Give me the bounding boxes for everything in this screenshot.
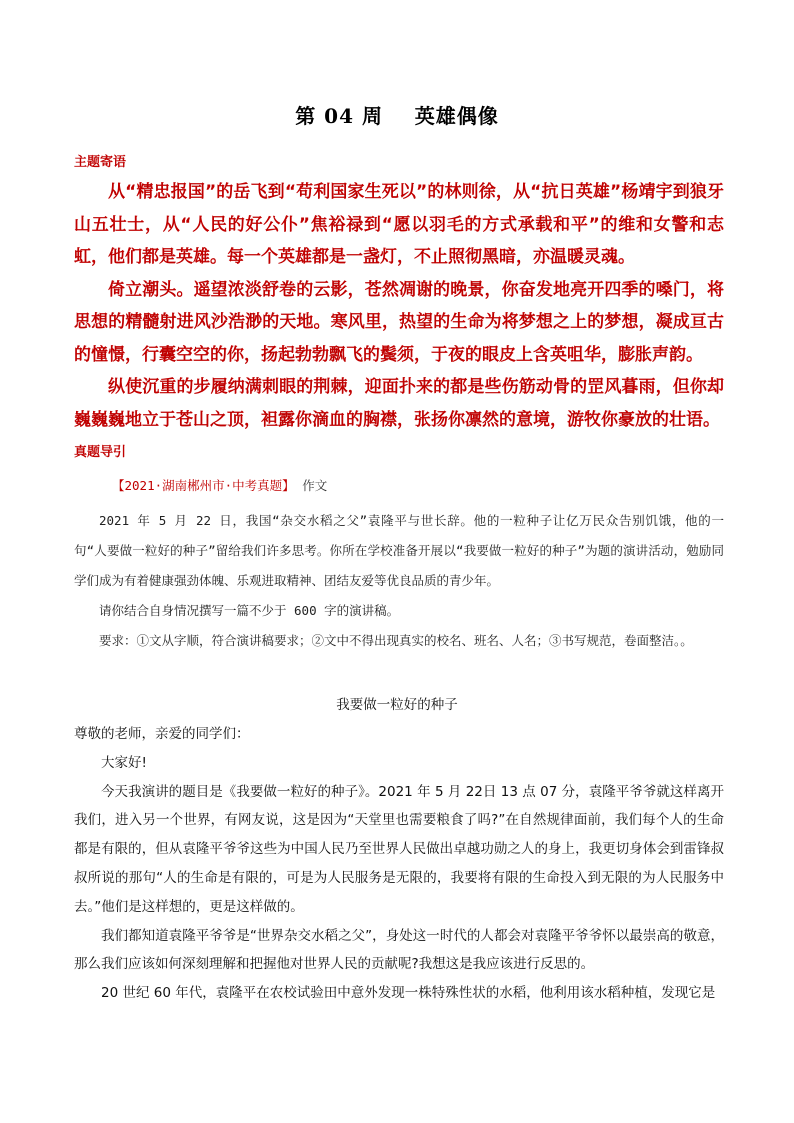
exam-source-type: 作文 xyxy=(302,478,328,493)
theme-paragraph: 从“精忠报国”的岳飞到“苟利国家生死以”的林则徐，从“抗日英雄”杨靖宇到狼牙山五壮士，从“人民的好公仆”焦裕禄到“愿以羽毛的方式承载和平”的维和女警和志虹，他们都是英雄。每一个英雄都是一盏灯，不止照彻黑暗，亦温暖灵魂。 xyxy=(74,182,724,267)
prompt-paragraph: 2021 年 5 月 22 日，我国“杂交水稻之父”袁隆平与世长辞。他的一粒种子让亿万民众告别饥饿，他的一句“人要做一粒好的种子”留给我们许多思考。你所在学校准备开展以“我要做一粒好的种子”为题的演讲活动，勉励同学们成为有着健康强劲体魄、乐观进取精神、团结友爱等优良品质的青少年。 xyxy=(74,513,724,588)
essay-body xyxy=(74,720,724,1008)
exam-source-tag: 【2021·湖南郴州市·中考真题】 xyxy=(112,478,295,493)
essay-paragraph: 今天我演讲的题目是《我要做一粒好的种子》。2021 年 5 月 22日 13 点 07 分，袁隆平爷爷就这样离开我们，进入另一个世界，有网友说，这是因为“天堂里也需要粮食了吗?”在自然规律面前，我们每个人的生命都是有限的，但从袁隆平爷爷这些为中国人民乃至世界人民做出卓越功勋之人的身上，我更切身体会到雷锋叔叔所说的那句“人的生命是有限的，可是为人民服务是无限的，我要将有限的生命投入到无限的为人民服务中去。”他们是这样想的，更是这样做的。 xyxy=(74,783,724,915)
exam-source xyxy=(112,476,327,494)
theme-paragraph: 倚立潮头。遥望浓淡舒卷的云影，苍然凋谢的晚景，你奋发地亮开四季的嗓门，将思想的精髓射进风沙浩渺的天地。寒风里，热望的生命为将梦想之上的梦想，凝成亘古的憧憬，行囊空空的你，扬起勃勃飘飞的鬓须，于夜的眼皮上含英咀华，膨胀声韵。 xyxy=(74,279,724,365)
theme-paragraph: 纵使沉重的步履纳满刺眼的荆棘，迎面扑来的都是些伤筋动骨的罡风暮雨，但你却巍巍巍地立于苍山之顶，袒露你滴血的胸襟，张扬你凛然的意境，游牧你豪放的壮语。 xyxy=(74,377,724,430)
essay-title: 我要做一粒好的种子 xyxy=(336,697,458,713)
essay-paragraph: 我们都知道袁隆平爷爷是“世界杂交水稻之父”，身处这一时代的人都会对袁隆平爷爷怀以最崇高的敬意，那么我们应该如何深刻理解和把握他对世界人民的贡献呢?我想这是我应该进行反思的。 xyxy=(74,927,724,973)
theme-message xyxy=(74,176,724,436)
essay-paragraph: 大家好! xyxy=(101,754,147,771)
exam-prompt xyxy=(74,506,724,656)
theme-section-label: 主题寄语 xyxy=(74,155,127,170)
essay-salutation: 尊敬的老师，亲爱的同学们： xyxy=(74,726,250,742)
prompt-paragraph: 请你结合自身情况撰写一篇不少于 600 字的演讲稿。 xyxy=(99,603,400,618)
essay-paragraph: 20 世纪 60 年代，袁隆平在农校试验田中意外发现一株特殊性状的水稻，他利用该水稻种植，发现它是 xyxy=(101,985,716,1002)
exam-section-label: 真题导引 xyxy=(74,445,127,460)
prompt-paragraph: 要求：①文从字顺，符合演讲稿要求；②文中不得出现真实的校名、班名、人名；③书写规范，卷面整洁。。 xyxy=(99,633,693,648)
page-title: 第 04 周 英雄偶像 xyxy=(295,104,499,128)
